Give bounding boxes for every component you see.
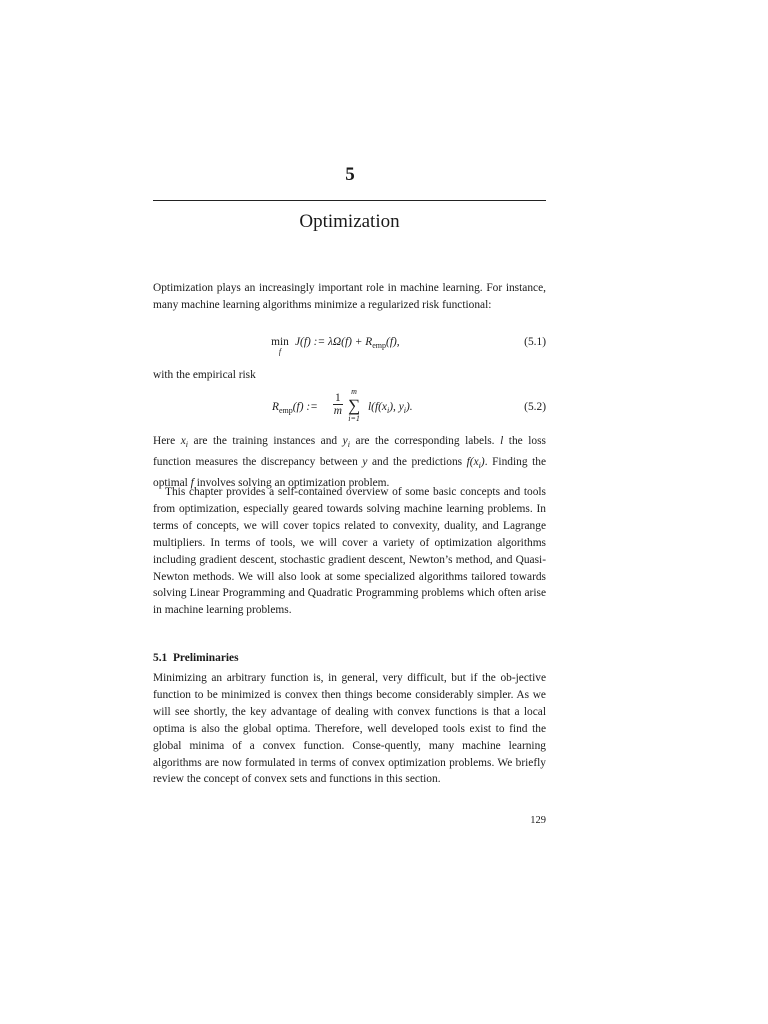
- equation-5-2: [153, 387, 546, 430]
- page-number: 129: [530, 815, 546, 826]
- eq2-sub-i-2: i: [403, 406, 406, 415]
- sum-upper-limit: m: [351, 387, 357, 396]
- p2-text-f: . Finding the optimal: [153, 455, 546, 489]
- intro-paragraph-3: [153, 433, 546, 492]
- eq2-body-b: ), y: [389, 401, 404, 413]
- section-paragraph-1: Minimizing an arbitrary function is, in general, very difficult, but if the ob-jective function to be minimized is convex then things become considerably simpler. As we will see shortly, the key advantage of dealing with convex functions is that a local optima is also the global optima. Therefore, well developed tools exist to find the global minima of a convex function. Conse-quently, many machine learning algorithms are now formulated in terms of convex optimization problems. We briefly review the concept of convex sets and functions in this section.: [153, 672, 546, 786]
- section-number: 5.1: [153, 652, 168, 664]
- math-sub-i-c: i: [478, 460, 481, 470]
- eq2-lhs-tail: (f) :=: [292, 401, 318, 413]
- intro-paragraph-2: with the empirical risk: [153, 369, 256, 381]
- equation-5-2-body: [368, 401, 413, 415]
- min-subscript: f: [278, 347, 282, 356]
- p2-text-e: and the predictions: [372, 455, 463, 468]
- eq2-body-c: ).: [406, 401, 413, 413]
- equation-5-2-lhs: [272, 401, 318, 415]
- p2-text-c: are the corresponding labels.: [355, 435, 495, 447]
- equation-number-5-2: (5.2): [524, 401, 546, 413]
- equation-5-1: [153, 336, 546, 360]
- math-y: y: [362, 455, 368, 468]
- min-label: min: [271, 336, 289, 348]
- intro-paragraph-1: Optimization plays an increasingly important role in machine learning. For instance, many machine learning algorithms minimize a regularized risk functional:: [153, 282, 546, 311]
- math-f-of-x: f(x: [466, 455, 479, 468]
- eq1-body-text: J(f) := λΩ(f) + R: [295, 336, 373, 348]
- math-f: f: [190, 476, 194, 489]
- math-f-close: ): [480, 455, 485, 468]
- sum-lower-limit: i=1: [348, 414, 360, 423]
- math-y-i: y: [342, 435, 348, 447]
- eq2-sub-i-1: i: [386, 406, 390, 415]
- fraction-denominator: m: [333, 405, 342, 417]
- p2-text-b: are the training instances and: [193, 435, 338, 447]
- chapter-rule: [153, 200, 546, 201]
- min-operator: [270, 336, 290, 356]
- chapter-title: Optimization: [299, 211, 400, 232]
- eq2-body-a: l(f(x: [368, 401, 387, 413]
- chapter-number: 5: [345, 164, 355, 185]
- intro-paragraph-4: This chapter provides a self-contained overview of some basic concepts and tools from optimization, especially geared towards solving machine learning problems. In terms of concepts, we will cover topics related to convexity, duality, and Lagrange multipliers. In terms of tools, we will cover a variety of optimization algorithms including gradient descent, stochastic gradient descent, Newton’s method, and Quasi-Newton methods. We will also look at some specialized algorithms tailored towards solving Linear Programming and Quadratic Programming problems which often arise in machine learning problems.: [153, 486, 546, 617]
- p2-text-g: involves solving an optimization problem.: [196, 476, 390, 489]
- eq2-lhs-r: R: [272, 401, 279, 413]
- fraction-1-over-m: [333, 392, 343, 417]
- eq1-subscript: emp: [372, 341, 387, 350]
- math-l: l: [500, 435, 504, 447]
- math-sub-i-a: i: [185, 440, 188, 449]
- equation-5-1-body: [295, 336, 400, 350]
- p2-text-a: Here: [153, 435, 176, 447]
- fraction-numerator: 1: [335, 392, 341, 404]
- p2-text-d: the loss function measures the discrepancy between: [153, 435, 546, 468]
- math-sub-i-b: i: [347, 440, 350, 449]
- sigma-symbol: ∑: [348, 396, 361, 415]
- section-title: Preliminaries: [172, 652, 239, 664]
- section-heading: [153, 652, 239, 664]
- math-x: x: [180, 435, 186, 447]
- eq2-lhs-sub: emp: [278, 406, 293, 415]
- summation: [348, 387, 360, 424]
- eq1-tail: (f),: [386, 336, 400, 348]
- equation-number-5-1: (5.1): [524, 336, 546, 348]
